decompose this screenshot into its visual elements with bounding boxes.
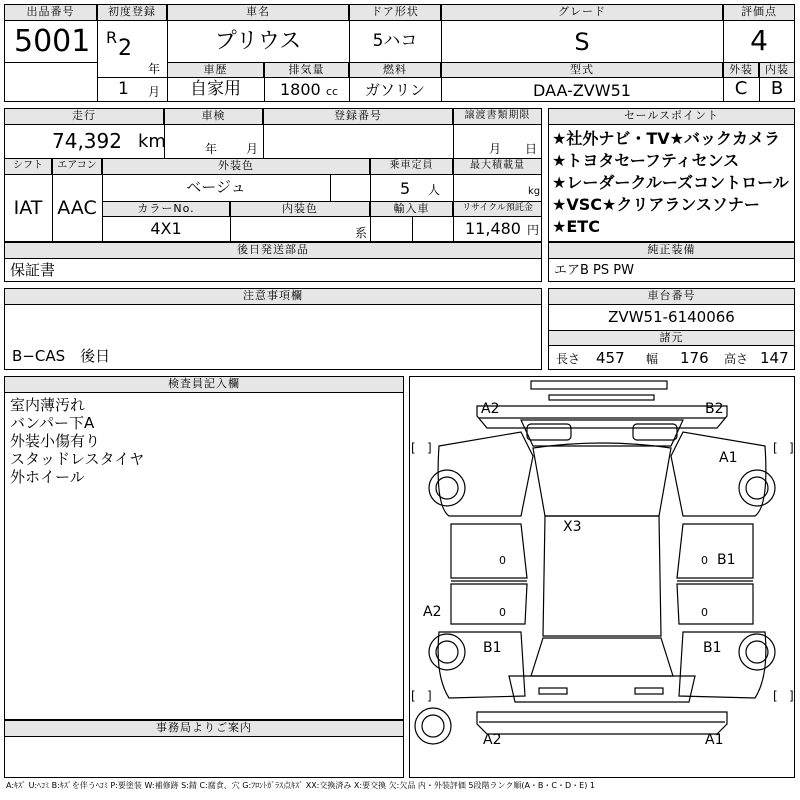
damage-mark: A2 — [483, 732, 502, 748]
damage-mark: A1 — [719, 450, 738, 466]
length-label: 長さ — [556, 352, 581, 366]
import-header: 輸入車 — [370, 201, 453, 217]
damage-mark: B1 — [703, 640, 722, 656]
car-name: プリウス — [214, 29, 302, 54]
inspector-note: 外ホイール — [10, 468, 85, 486]
svg-text:[: [ — [773, 441, 778, 455]
transfer-header: 譲渡書類期限 — [453, 108, 542, 125]
insp-month-unit: 月 — [246, 142, 259, 156]
lot-no-header: 出品番号 — [4, 4, 97, 21]
ext-color-header: 外装色 — [102, 158, 370, 175]
model-header: 型式 — [441, 62, 723, 78]
later-parts-header: 後日発送部品 — [4, 242, 542, 259]
capacity-header: 乗車定員 — [370, 158, 453, 175]
svg-text:0: 0 — [701, 554, 708, 567]
score-header: 評価点 — [723, 4, 795, 21]
svg-text:]: ] — [427, 441, 432, 455]
sales-points-list — [552, 128, 794, 238]
inspector-note: スタッドレスタイヤ — [10, 450, 145, 468]
reg-year: 2 — [118, 36, 132, 61]
svg-text:]: ] — [789, 441, 794, 455]
max-load-header: 最大積載量 — [453, 158, 542, 175]
damage-mark: B2 — [705, 401, 724, 417]
color-no-header: カラーNo. — [102, 201, 230, 217]
displacement: 1800 — [280, 80, 321, 99]
transfer-month-unit: 月 — [489, 142, 502, 156]
notes-header: 注意事項欄 — [4, 288, 542, 305]
lot-no: 5001 — [14, 24, 91, 59]
later-parts-value: 保証書 — [10, 261, 56, 279]
legend: A:ｷｽﾞ U:ﾍｺﾐ B:ｷｽﾞを伴うﾍｺﾐ P:要塗装 W:補修跡 S:錆 C:腐食、穴 G:ﾌﾛﾝﾄｶﾞﾗｽ点ｷｽﾞ XX:交換済み X:要交換 欠:欠品 内・外装評価 5段階ランク順(A・B・C・D・E) 1 — [6, 781, 595, 790]
height-label: 高さ — [724, 352, 749, 366]
grade-header: グレード — [441, 4, 723, 21]
year-unit: 年 — [148, 62, 161, 76]
sales-point: ★トヨタセーフティセンス — [552, 151, 740, 170]
interior-score: B — [770, 78, 784, 99]
shift: IAT — [13, 197, 43, 219]
width: 176 — [680, 349, 709, 367]
exterior-header: 外装 — [723, 62, 759, 78]
svg-text:0: 0 — [499, 554, 506, 567]
svg-text:[: [ — [411, 441, 416, 455]
dims-header: 諸元 — [548, 330, 795, 346]
displacement-unit: cc — [326, 85, 339, 98]
inspector-notes — [10, 396, 144, 486]
interior-header: 内装 — [759, 62, 795, 78]
genuine-equipment-header: 純正装備 — [548, 242, 795, 259]
car-diagram — [409, 376, 795, 778]
reg-month: 1 — [118, 79, 129, 99]
svg-text:]: ] — [427, 689, 432, 703]
damage-mark: B1 — [717, 552, 736, 568]
max-load-unit: kg — [528, 186, 541, 197]
transfer-day-unit: 日 — [525, 142, 538, 156]
inspector-note: 室内薄汚れ — [10, 396, 86, 414]
grade: S — [574, 28, 590, 56]
damage-mark: A2 — [481, 401, 500, 417]
era: R — [106, 28, 118, 47]
damage-mark: X3 — [563, 519, 582, 535]
inspector-note: 外装小傷有り — [10, 432, 101, 450]
office-header: 事務局よりご案内 — [4, 720, 404, 737]
car-history-header: 車歴 — [167, 62, 264, 78]
first-reg-header: 初度登録 — [97, 4, 167, 21]
svg-text:0: 0 — [701, 606, 708, 619]
inspector-header: 検査員記入欄 — [4, 376, 404, 393]
inspection-header: 車検 — [164, 108, 263, 125]
month-unit: 月 — [148, 85, 161, 99]
recycle-header: リサイクル預託金 — [453, 201, 542, 217]
notes-value: B−CAS 後日 — [12, 347, 111, 365]
genuine-equipment-value: エアB PS PW — [554, 263, 634, 278]
chassis-number: ZVW51-6140066 — [608, 308, 735, 326]
reg-no-header: 登録番号 — [263, 108, 453, 125]
inspector-note: バンパー下A — [10, 414, 95, 432]
width-label: 幅 — [646, 352, 659, 366]
sales-point: ★社外ナビ・TV★バックカメラ — [552, 129, 780, 148]
car-name-header: 車名 — [167, 4, 349, 21]
int-color-unit: 系 — [355, 226, 368, 240]
exterior-score: C — [734, 78, 748, 99]
svg-text:0: 0 — [499, 606, 506, 619]
mileage-header: 走行 — [4, 108, 164, 125]
capacity: 5 — [400, 179, 411, 198]
height: 147 — [760, 349, 789, 367]
fuel-header: 燃料 — [349, 62, 441, 78]
damage-mark: A2 — [423, 604, 442, 620]
color-no: 4X1 — [150, 219, 182, 238]
sales-point: ★レーダークルーズコントロール — [552, 173, 789, 192]
fuel: ガソリン — [364, 81, 425, 99]
damage-mark: B1 — [483, 640, 502, 656]
shift-header: シフト — [4, 158, 52, 175]
door-type: 5ハコ — [372, 31, 418, 51]
svg-text:]: ] — [789, 689, 794, 703]
sales-points-header: セールスポイント — [548, 108, 795, 125]
mileage-unit: km — [138, 131, 166, 152]
int-color-header: 内装色 — [230, 201, 370, 217]
capacity-unit: 人 — [428, 183, 441, 197]
car-history: 自家用 — [190, 79, 241, 99]
ac-header: エアコン — [52, 158, 102, 175]
score: 4 — [750, 24, 768, 57]
svg-text:[: [ — [411, 689, 416, 703]
damage-mark: A1 — [705, 732, 724, 748]
length: 457 — [596, 349, 625, 367]
recycle-unit: 円 — [527, 223, 540, 237]
recycle-fee: 11,480 — [465, 219, 521, 238]
mileage: 74,392 — [52, 129, 122, 153]
door-header: ドア形状 — [349, 4, 441, 21]
ac: AAC — [57, 197, 97, 219]
insp-year-unit: 年 — [205, 142, 218, 156]
svg-text:[: [ — [773, 689, 778, 703]
model: DAA-ZVW51 — [533, 81, 631, 100]
sales-point: ★ETC — [552, 217, 600, 236]
sales-point: ★VSC★クリアランスソナー — [552, 195, 760, 214]
displacement-header: 排気量 — [264, 62, 349, 78]
ext-color: ベージュ — [186, 178, 246, 196]
chassis-header: 車台番号 — [548, 288, 795, 305]
